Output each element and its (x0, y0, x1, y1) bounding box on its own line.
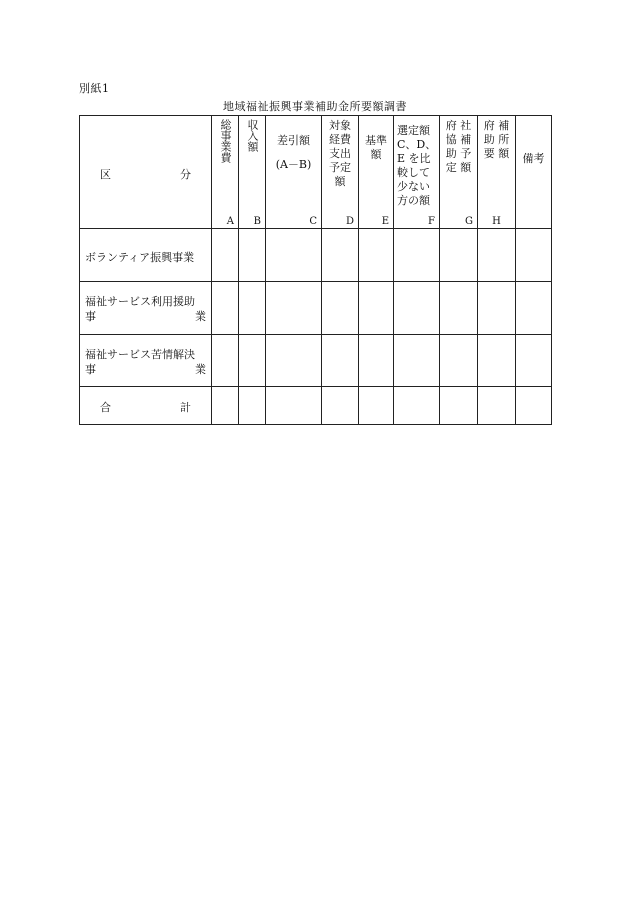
table-cell (516, 335, 552, 387)
header-difference-formula: (A－B) (275, 158, 312, 171)
header-letter-c: C (309, 216, 317, 227)
header-difference (266, 116, 322, 229)
table-cell (440, 387, 478, 425)
table-cell (478, 282, 516, 335)
header-eligible-expense (322, 116, 359, 229)
table-row (80, 282, 552, 335)
table-cell (359, 229, 394, 282)
row-label-volunteer: ボランティア振興事業 (85, 251, 195, 264)
table-cell (440, 229, 478, 282)
header-d-line-4: 予定 (329, 161, 351, 174)
table-cell (239, 387, 266, 425)
table-cell (266, 387, 322, 425)
table-cell (266, 282, 322, 335)
header-letter-a: A (226, 216, 234, 227)
row-label-cell (80, 229, 212, 282)
row-label-cell (80, 335, 212, 387)
header-standard-amount (359, 116, 394, 229)
table-cell (212, 335, 239, 387)
total-label-cell (80, 387, 212, 425)
table-cell (359, 282, 394, 335)
table-cell (322, 229, 359, 282)
table-cell (212, 229, 239, 282)
row-label-complaint-char-2: 業 (195, 363, 206, 376)
table-cell (440, 282, 478, 335)
table-cell (322, 387, 359, 425)
table-cell (516, 282, 552, 335)
header-d-line-2: 経費 (329, 133, 351, 146)
header-kubun (80, 116, 212, 229)
total-char-2: 計 (180, 401, 191, 414)
header-letter-b: B (253, 216, 261, 227)
table-row (80, 229, 552, 282)
row-label-usage-support-char-1: 事 (85, 310, 96, 323)
header-g-line-4: 定 額 (445, 161, 472, 174)
header-f-line-2: C、D、 (397, 138, 437, 151)
kubun-char-2: 分 (180, 168, 191, 181)
header-h-line-1: 府 補 (483, 119, 510, 132)
header-selected-amount (394, 116, 440, 229)
table-cell (440, 335, 478, 387)
table-cell (394, 229, 440, 282)
attachment-label: 別紙1 (79, 82, 110, 95)
table-row (80, 335, 552, 387)
header-income (239, 116, 266, 229)
row-label-complaint-line-1: 福祉サービス苦情解決 (85, 348, 195, 361)
table-cell (359, 335, 394, 387)
header-remarks-label: 備考 (522, 152, 545, 165)
header-f-line-1: 選定額 (397, 124, 430, 137)
header-council-subsidy (440, 116, 478, 229)
header-letter-h: H (492, 216, 501, 227)
header-e-line-1: 基準 (365, 134, 387, 147)
header-difference-label: 差引額 (277, 134, 310, 147)
table-cell (394, 335, 440, 387)
table-cell (239, 229, 266, 282)
header-income-label: 収入額 (246, 119, 259, 152)
header-f-line-3: E を比 (397, 152, 431, 165)
header-g-line-3: 助 予 (445, 147, 472, 160)
header-f-line-5: 少ない (397, 180, 430, 193)
kubun-char-1: 区 (100, 168, 111, 181)
table-cell (478, 335, 516, 387)
row-label-usage-support-line-1: 福祉サービス利用援助 (85, 295, 195, 308)
header-row (80, 116, 552, 229)
total-row (80, 387, 552, 425)
header-h-line-3: 要 額 (483, 147, 510, 160)
table-cell (239, 335, 266, 387)
total-char-1: 合 (100, 401, 111, 414)
table-cell (212, 387, 239, 425)
header-remarks (516, 116, 552, 229)
table-cell (394, 282, 440, 335)
row-label-usage-support-char-2: 業 (195, 310, 206, 323)
table-cell (212, 282, 239, 335)
table-cell (359, 387, 394, 425)
row-label-cell (80, 282, 212, 335)
header-e-line-2: 額 (370, 148, 382, 161)
header-d-line-3: 支出 (329, 147, 351, 160)
table-cell (516, 229, 552, 282)
table-cell (478, 387, 516, 425)
header-prefecture-subsidy (478, 116, 516, 229)
table-cell (266, 229, 322, 282)
table-cell (266, 335, 322, 387)
header-letter-f: F (428, 216, 435, 227)
table-cell (516, 387, 552, 425)
header-g-line-2: 協 補 (445, 133, 472, 146)
header-f-line-6: 方の額 (397, 194, 430, 207)
table-cell (394, 387, 440, 425)
document-title: 地域福祉振興事業補助金所要額調書 (223, 100, 407, 113)
table-cell (322, 282, 359, 335)
header-total-cost (212, 116, 239, 229)
header-letter-e: E (381, 216, 389, 227)
header-h-line-2: 助 所 (483, 133, 510, 146)
table-cell (478, 229, 516, 282)
header-d-line-1: 対象 (329, 119, 351, 132)
header-letter-d: D (345, 216, 354, 227)
header-d-line-5: 額 (334, 175, 346, 188)
header-g-line-1: 府 社 (445, 119, 472, 132)
table-cell (322, 335, 359, 387)
header-f-line-4: 較して (397, 166, 430, 179)
header-total-cost-label: 総事業費 (219, 119, 232, 163)
row-label-complaint-char-1: 事 (85, 363, 96, 376)
table-cell (239, 282, 266, 335)
header-letter-g: G (465, 216, 473, 227)
budget-table (79, 115, 552, 425)
